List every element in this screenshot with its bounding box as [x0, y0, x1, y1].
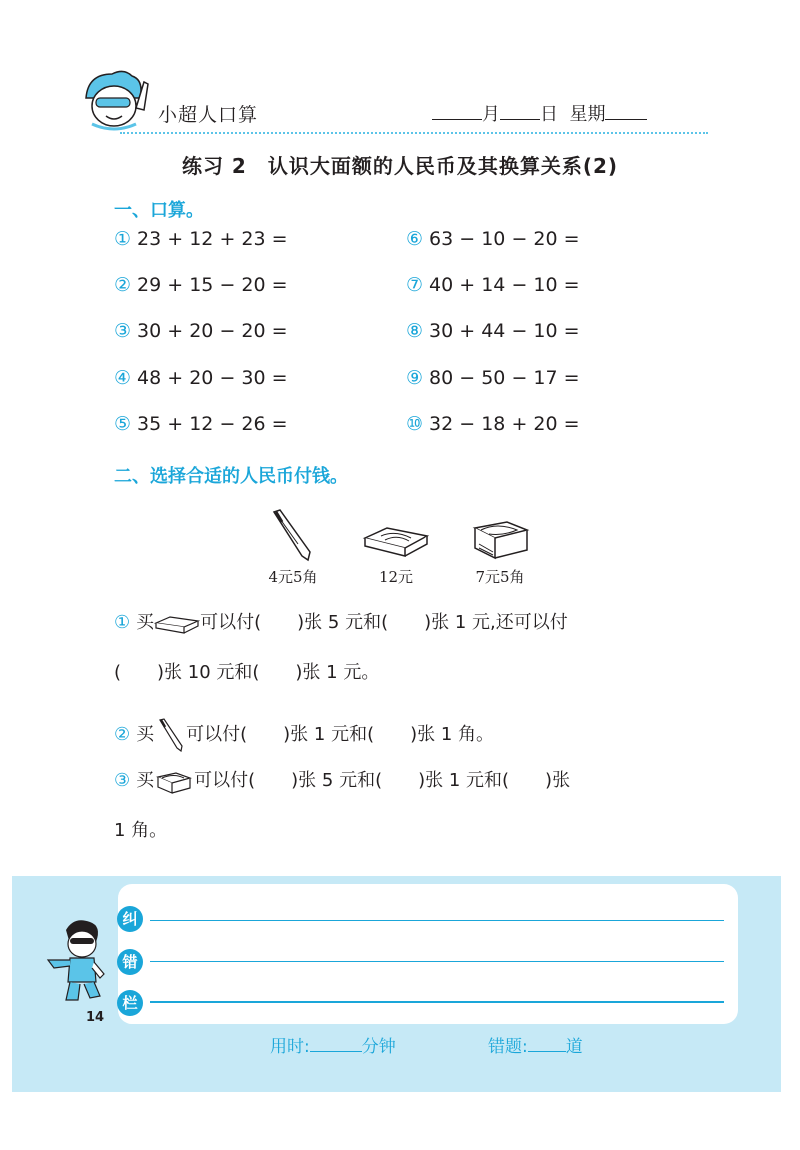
question-number: ③ [114, 770, 131, 791]
problem-number: ⑨ [406, 367, 424, 389]
question-3 [114, 766, 570, 795]
problem-expression: 63 − 10 − 20 = [429, 228, 580, 250]
brand-title: 小超人口算 [158, 104, 259, 126]
item-pencil-case [358, 508, 434, 587]
correction-line-3[interactable] [150, 1001, 724, 1003]
problem-expression: 29 + 15 − 20 = [137, 274, 288, 296]
problem-number: ⑦ [406, 274, 424, 296]
mental-math-problem [114, 228, 288, 250]
pen-icon [268, 508, 318, 562]
buy-label: 买 [136, 770, 155, 791]
buy-label: 买 [136, 724, 155, 745]
mental-math-problem [114, 367, 288, 389]
time-unit: 分钟 [361, 1037, 396, 1057]
correction-card [118, 884, 738, 1024]
question-number: ① [114, 612, 131, 633]
section1-heading: 一、口算。 [114, 200, 204, 221]
correction-line-2[interactable] [150, 961, 724, 962]
day-blank[interactable] [500, 101, 540, 120]
weekday-blank[interactable] [605, 101, 647, 120]
problem-number: ③ [114, 320, 132, 342]
correction-line-1[interactable] [150, 920, 724, 921]
time-label: 用时: [270, 1037, 310, 1057]
month-label: 月 [482, 104, 500, 125]
pen-icon [154, 718, 186, 752]
question-text: 可以付( )张 5 元和( )张 1 元和( )张 [194, 770, 571, 791]
month-blank[interactable] [432, 101, 482, 120]
problem-expression: 48 + 20 − 30 = [137, 367, 288, 389]
correction-char-1: 纠 [117, 906, 143, 932]
item-price: 7元5角 [475, 568, 525, 586]
page-title: 练习 2 认识大面额的人民币及其换算关系(2) [181, 154, 619, 178]
item-price: 4元5角 [268, 568, 318, 586]
mental-math-problem [406, 320, 580, 342]
errors-unit: 道 [565, 1037, 583, 1057]
question-text: 可以付( )张 5 元和( )张 1 元,还可以付 [200, 612, 568, 633]
question-number: ② [114, 724, 131, 745]
mascot-logo-icon [78, 68, 158, 134]
problem-expression: 23 + 12 + 23 = [137, 228, 288, 250]
buy-label: 买 [136, 612, 155, 633]
problem-expression: 30 + 44 − 10 = [429, 320, 580, 342]
errors-label: 错题: [488, 1037, 528, 1057]
question-2 [114, 718, 494, 752]
mental-math-problem [114, 320, 288, 342]
problem-expression: 40 + 14 − 10 = [429, 274, 580, 296]
problem-number: ⑥ [406, 228, 424, 250]
mental-math-problem [406, 367, 580, 389]
time-used [270, 1032, 396, 1057]
pencil-case-icon [361, 508, 431, 562]
header-divider [120, 132, 708, 134]
mental-math-problem [406, 228, 580, 250]
mental-math-problem [406, 413, 580, 435]
pencil-case-icon [154, 611, 200, 635]
question-text: 可以付( )张 1 元和( )张 1 角。 [186, 724, 495, 745]
problem-number: ④ [114, 367, 132, 389]
date-fields [432, 100, 647, 126]
weekday-label: 星期 [569, 104, 606, 125]
problem-number: ① [114, 228, 132, 250]
item-book [462, 508, 538, 587]
mental-math-problem [114, 274, 288, 296]
superhero-mascot-icon [44, 916, 116, 1004]
question-1-continued: ( )张 10 元和( )张 1 元。 [114, 662, 380, 683]
problem-number: ⑧ [406, 320, 424, 342]
problem-expression: 32 − 18 + 20 = [429, 413, 580, 435]
problem-number: ② [114, 274, 132, 296]
item-pen [258, 508, 328, 587]
page-number: 14 [86, 1010, 105, 1025]
mental-math-problem [406, 274, 580, 296]
problem-expression: 30 + 20 − 20 = [137, 320, 288, 342]
problem-expression: 35 + 12 − 26 = [137, 413, 288, 435]
mental-math-problem [114, 413, 288, 435]
question-3-continued: 1 角。 [114, 820, 168, 841]
book-icon [467, 508, 533, 562]
day-label: 日 [540, 104, 558, 125]
item-price: 12元 [378, 568, 414, 586]
problem-number: ⑤ [114, 413, 132, 435]
correction-char-2: 错 [117, 949, 143, 975]
problem-expression: 80 − 50 − 17 = [429, 367, 580, 389]
question-1 [114, 608, 568, 635]
problem-number: ⑩ [406, 413, 424, 435]
time-blank[interactable] [310, 1035, 362, 1052]
errors-blank[interactable] [528, 1035, 566, 1052]
error-count [488, 1032, 583, 1057]
correction-char-3: 栏 [117, 990, 143, 1016]
book-icon [154, 767, 194, 795]
section2-heading: 二、选择合适的人民币付钱。 [114, 466, 348, 487]
